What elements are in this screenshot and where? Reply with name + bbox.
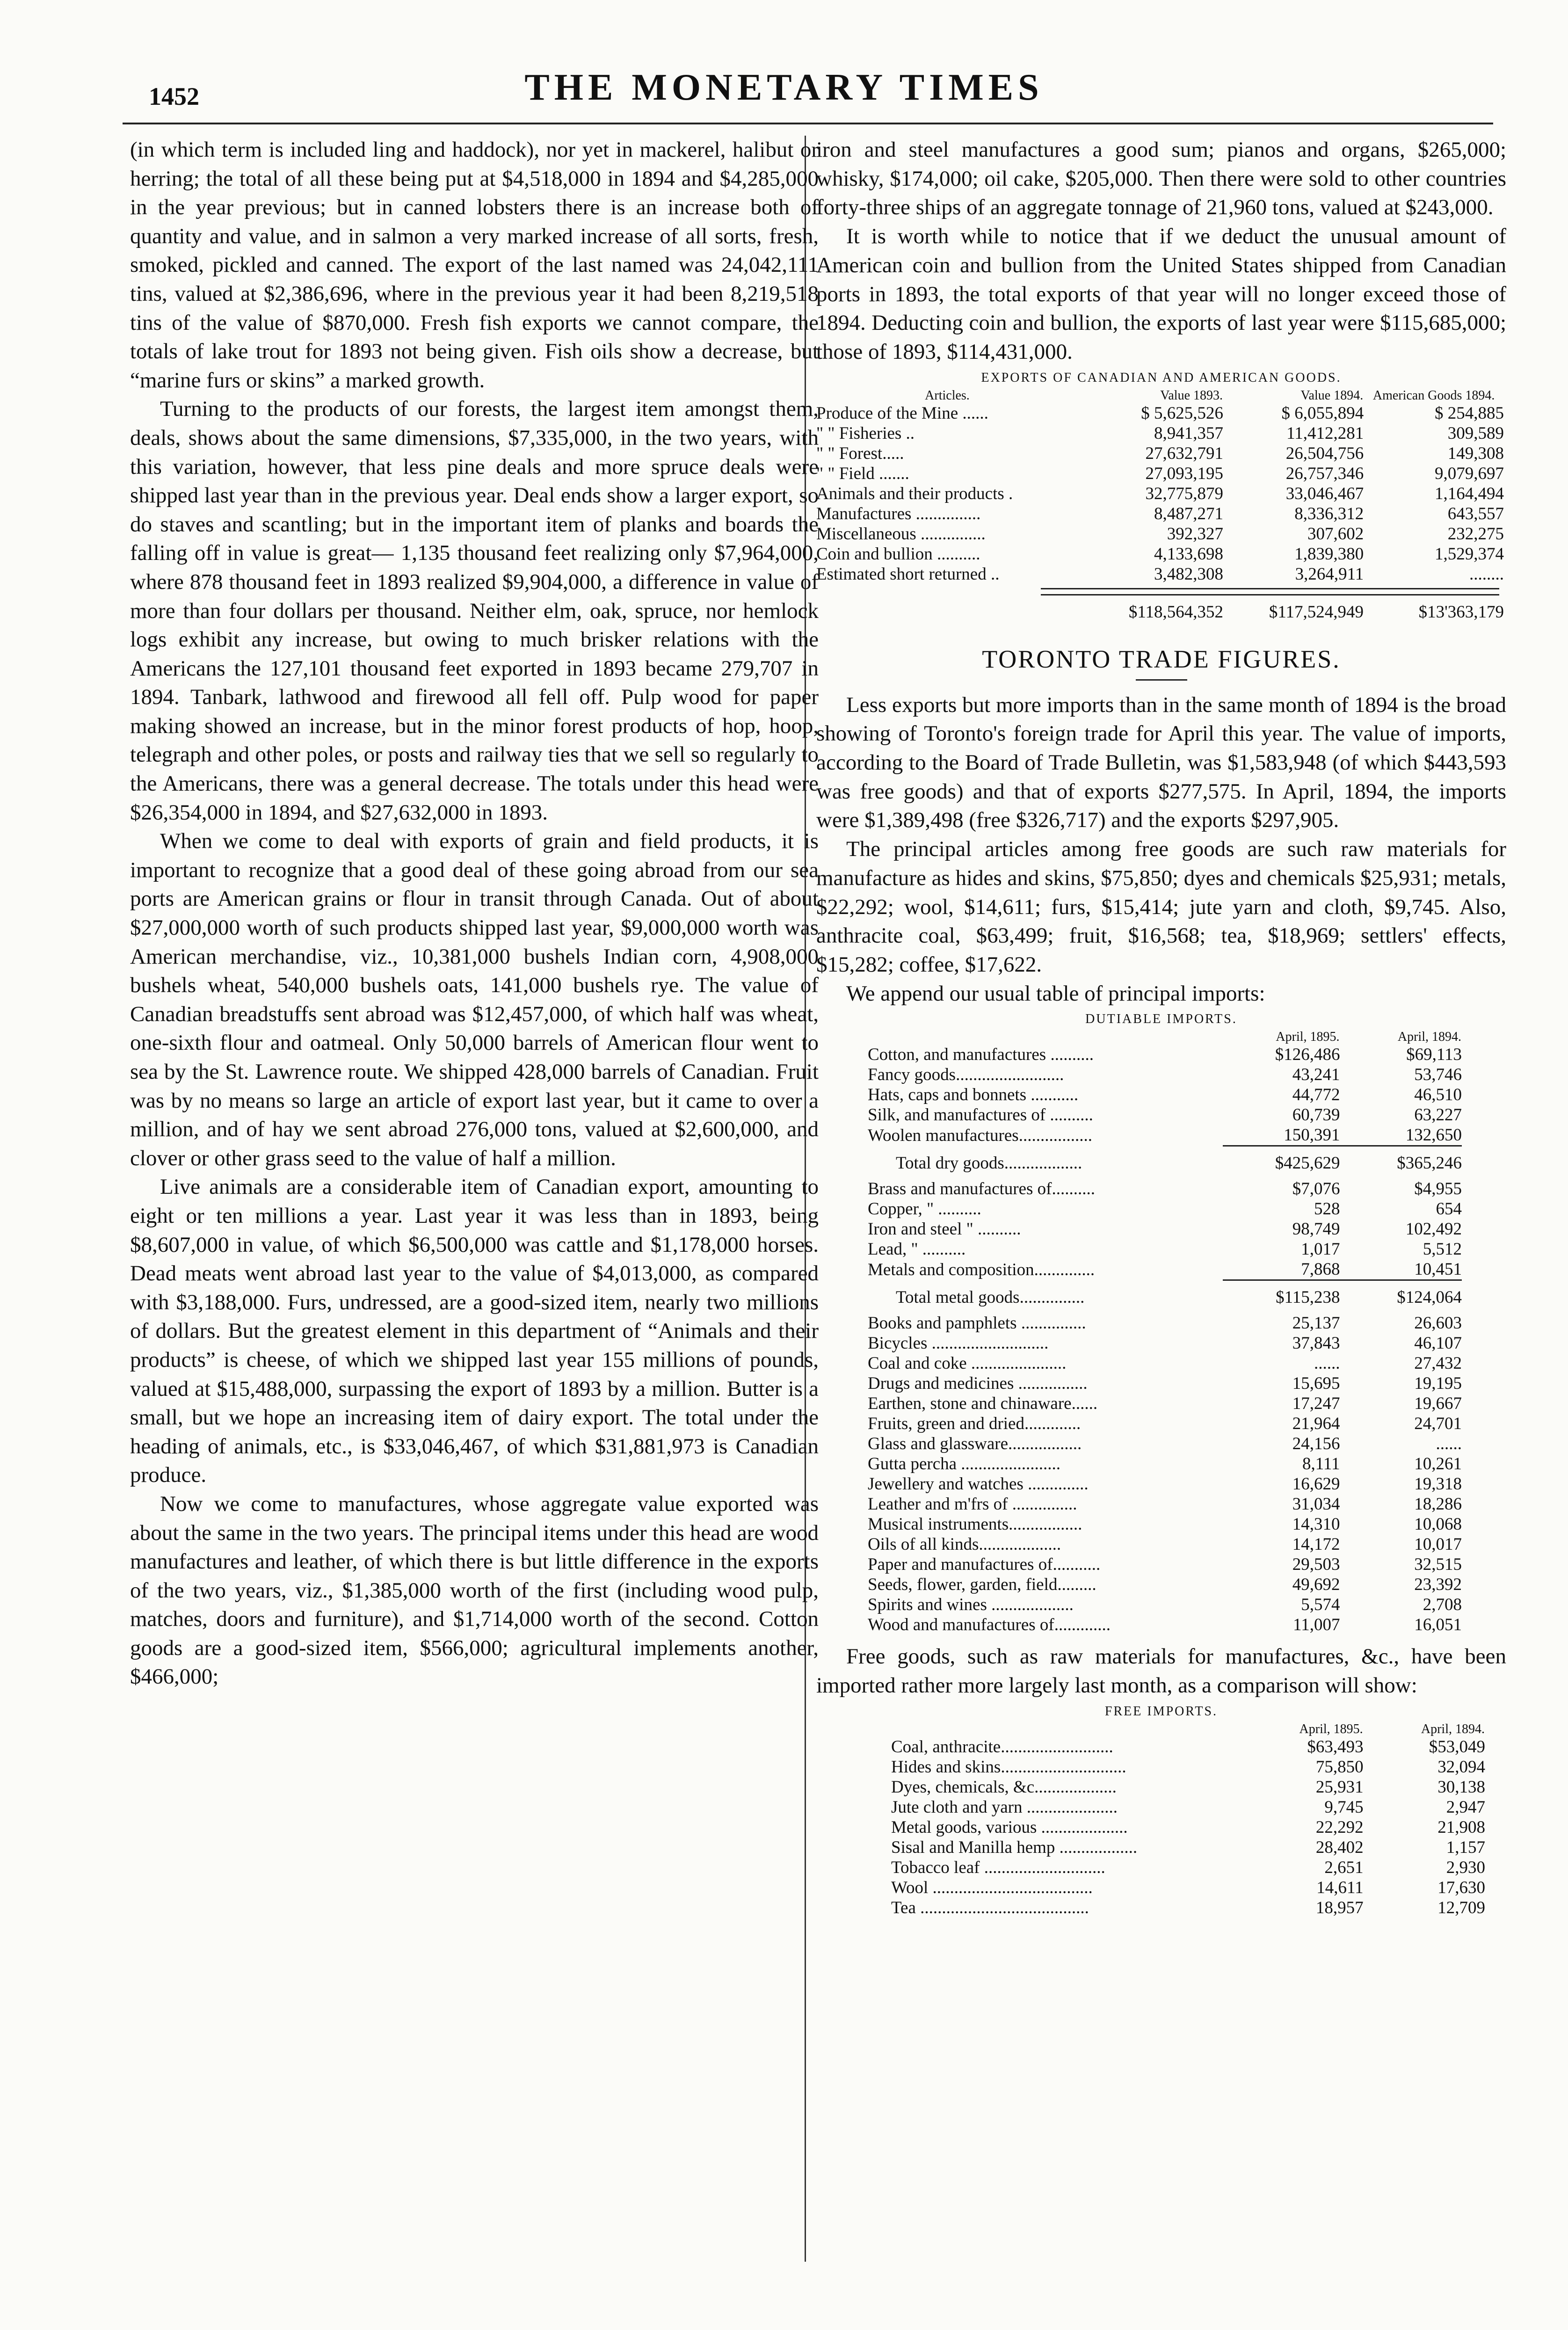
- section-title: TORONTO TRADE FIGURES.: [982, 645, 1341, 673]
- table-cell: Lead, " ..........: [868, 1240, 966, 1259]
- table-cell: 14,611: [1316, 1878, 1364, 1897]
- table-cell: 11,007: [1293, 1615, 1340, 1635]
- table-cell: Brass and manufactures of..........: [868, 1179, 1096, 1199]
- table-row: [868, 1199, 1462, 1219]
- table-cell: $53,049: [1429, 1737, 1485, 1757]
- table-row: [891, 1817, 1485, 1837]
- table-cell: Produce of the Mine ......: [816, 403, 988, 423]
- table-row: [816, 443, 1504, 464]
- table-cell: 21,908: [1437, 1817, 1485, 1837]
- table-cell: Leather and m'frs of ...............: [868, 1495, 1077, 1514]
- table-cell: Metals and composition..............: [868, 1260, 1095, 1280]
- table-header: [891, 1722, 1246, 1737]
- table-cell: 46,107: [1414, 1334, 1462, 1353]
- article-paragraph: The principal articles among free goods are such raw materials for manufacture as hides and skins, $75,850; dyes and chemicals $25,931; metals, $22,292; wool, $14,611; furs, $15,414; jute yarn and cloth, $9,745. Also, anthracite coal, $63,499; fruit, $16,568; tea, $18,969; settlers' effects, $15,282; coffee, $17,622.: [816, 837, 1506, 977]
- table-row: [891, 1757, 1485, 1777]
- table-cell: [816, 595, 1078, 628]
- table-row: [868, 1353, 1462, 1373]
- dutiable-table: [868, 1030, 1462, 1635]
- table-cell: 3,264,911: [1295, 564, 1364, 584]
- table-cell: 1,157: [1446, 1837, 1485, 1857]
- table-row: [816, 484, 1504, 504]
- table-cell: 63,227: [1414, 1105, 1462, 1125]
- table-cell: " " Fisheries ..: [816, 423, 915, 443]
- table-cell: 25,931: [1315, 1777, 1364, 1797]
- table-row: [816, 423, 1504, 443]
- free-imports-table: [891, 1722, 1485, 1918]
- table-cell: ......: [1314, 1354, 1340, 1373]
- table-row: [891, 1797, 1485, 1817]
- dutiable-table-caption: DUTIABLE IMPORTS.: [1085, 1012, 1237, 1027]
- table-cell: $13'363,179: [1418, 602, 1504, 622]
- table-cell: Seeds, flower, garden, field.........: [868, 1575, 1096, 1595]
- table-cell: 654: [1436, 1199, 1462, 1219]
- table-header: Value 1893.: [1160, 388, 1223, 403]
- table-cell: Gutta percha .......................: [868, 1454, 1061, 1474]
- table-row: [816, 544, 1504, 564]
- table-cell: 43,241: [1292, 1065, 1340, 1085]
- table-header: April, 1895.: [1276, 1030, 1340, 1045]
- table-row: [868, 1494, 1462, 1514]
- table-cell: 24,701: [1414, 1414, 1462, 1434]
- table-cell: Jute cloth and yarn .....................: [891, 1797, 1118, 1817]
- table-cell: Total dry goods..................: [896, 1153, 1082, 1173]
- table-cell: 29,503: [1292, 1555, 1340, 1575]
- table-cell: 24,156: [1292, 1434, 1340, 1454]
- table-cell: Copper, " ..........: [868, 1199, 981, 1219]
- exports-total-rule: [1041, 588, 1499, 595]
- table-cell: 3,482,308: [1154, 564, 1224, 584]
- table-cell: 28,402: [1315, 1837, 1364, 1857]
- table-cell: 5,512: [1423, 1240, 1462, 1259]
- page-number: 1452: [149, 82, 199, 110]
- article-paragraph: It is worth while to notice that if we deduct the unusual amount of American coin and bullion from the United States shipped from Canadian ports in 1893, the total exports of that year will no longer exceed those of 1894. Deducting coin and bullion, the exports of last year were $115,685,000; those of 1893, $114,431,000.: [816, 224, 1506, 364]
- table-cell: 9,079,697: [1435, 464, 1504, 483]
- table-cell: Drugs and medicines ................: [868, 1374, 1088, 1394]
- table-row: [868, 1434, 1462, 1454]
- table-cell: $425,629: [1223, 1146, 1340, 1179]
- table-row: [891, 1878, 1485, 1898]
- table-cell: $4,955: [1414, 1179, 1462, 1199]
- table-cell: Wool .....................................: [891, 1878, 1093, 1897]
- table-cell: 102,492: [1405, 1219, 1462, 1239]
- right-column: [816, 136, 1506, 1918]
- article-paragraph: (in which term is included ling and haddock), nor yet in mackerel, halibut or herring; the total of all these being put at $4,518,000 in 1894 and $4,285,000 in the year previous; but in canned lobsters there is an increase both of quantity and value, and in salmon a very marked increase of all sorts, fresh, smoked, pickled and canned. The export of the last named was 24,042,111 tins, valued at $2,386,696, where in the previous year it had been 8,219,518 tins of the value of $870,000. Fresh fish exports we cannot compare, the totals of lake trout for 1893 not being given. Fish oils show a decrease, but “marine furs or skins” a marked growth.: [130, 138, 819, 392]
- table-cell: 17,630: [1437, 1878, 1485, 1897]
- table-cell: 1,839,380: [1294, 544, 1364, 564]
- table-cell: 150,391: [1284, 1125, 1340, 1145]
- table-cell: $ 5,625,526: [1141, 403, 1224, 423]
- table-cell: $365,246: [1340, 1146, 1462, 1179]
- table-cell: 60,739: [1292, 1105, 1340, 1125]
- table-cell: 33,046,467: [1285, 484, 1364, 503]
- table-cell: Metal goods, various ....................: [891, 1817, 1128, 1837]
- table-row: [868, 1394, 1462, 1414]
- table-row: [868, 1575, 1462, 1595]
- table-cell: 2,947: [1446, 1797, 1485, 1817]
- table-cell: 1,017: [1301, 1240, 1340, 1259]
- table-cell: 49,692: [1292, 1575, 1340, 1595]
- table-cell: $118,564,352: [1128, 602, 1223, 622]
- table-cell: 2,930: [1446, 1858, 1485, 1877]
- table-cell: 1,164,494: [1435, 484, 1504, 503]
- table-cell: 18,286: [1414, 1495, 1462, 1514]
- table-row: [891, 1898, 1485, 1918]
- table-cell: 232,275: [1447, 524, 1504, 544]
- table-row: [868, 1179, 1462, 1199]
- table-row: [891, 1858, 1485, 1878]
- free-table-caption: FREE IMPORTS.: [1104, 1704, 1218, 1719]
- table-cell: Sisal and Manilla hemp ..................: [891, 1837, 1138, 1857]
- table-cell: 98,749: [1292, 1219, 1340, 1239]
- table-cell: 149,308: [1447, 443, 1504, 463]
- table-cell: 26,603: [1414, 1314, 1462, 1333]
- table-cell: Musical instruments.................: [868, 1515, 1082, 1534]
- table-cell: 12,709: [1437, 1898, 1485, 1917]
- table-cell: 32,775,879: [1145, 484, 1224, 503]
- table-row: [868, 1313, 1462, 1333]
- table-cell: 16,051: [1414, 1615, 1462, 1635]
- table-cell: $115,238: [1223, 1280, 1340, 1314]
- table-cell: 53,746: [1414, 1065, 1462, 1085]
- table-cell: Tea .......................................: [891, 1898, 1089, 1917]
- table-row: [868, 1474, 1462, 1494]
- table-cell: $117,524,949: [1269, 602, 1364, 622]
- article-paragraph: Free goods, such as raw materials for manufactures, &c., have been imported rather more largely last month, as a comparison will show:: [816, 1644, 1506, 1698]
- article-paragraph: Turning to the products of our forests, the largest item amongst them, deals, shows about the same dimensions, $7,335,000, in the two years, with this variation, however, that less pine deals and more spruce deals were shipped last year than in the previous year. Deal ends show a larger export, so do staves and scantling; but in the important item of planks and boards the falling off in value is great— 1,135 thousand feet realizing only $7,964,000, where 878 thousand feet in 1893 realized $9,904,000, a difference in value of more than four dollars per thousand. Neither elm, oak, spruce, nor hemlock logs exhibit any increase, but owing to much brisker relations with the Americans the 127,101 thousand feet exported in 1893 became 279,707 in 1894. Tanbark, lathwood and firewood all fell off. Pulp wood for paper making showed an increase, but in the minor forest products of hop, hoop, telegraph and other poles, or posts and railway ties that we sell so regularly to the Americans, there was a general decrease. The totals under this head were $26,354,000 in 1894, and $27,632,000 in 1893.: [130, 397, 819, 825]
- table-cell: " " Forest.....: [816, 443, 904, 463]
- table-row: [868, 1219, 1462, 1239]
- table-header: [868, 1030, 1223, 1045]
- table-cell: Coal, anthracite..........................: [891, 1737, 1113, 1757]
- table-row: [868, 1514, 1462, 1534]
- table-row: [868, 1280, 1462, 1314]
- table-cell: 27,093,195: [1145, 464, 1224, 483]
- table-cell: Books and pamphlets ...............: [868, 1314, 1086, 1333]
- table-cell: 75,850: [1315, 1757, 1364, 1777]
- table-cell: 18,957: [1315, 1898, 1364, 1917]
- table-cell: 8,941,357: [1154, 423, 1224, 443]
- table-cell: Paper and manufactures of...........: [868, 1555, 1101, 1575]
- table-cell: Fruits, green and dried.............: [868, 1414, 1081, 1434]
- table-cell: Estimated short returned ..: [816, 564, 1000, 584]
- table-cell: Cotton, and manufactures ..........: [868, 1045, 1094, 1065]
- table-cell: 5,574: [1301, 1595, 1340, 1615]
- table-cell: 32,515: [1414, 1555, 1462, 1575]
- masthead-title: THE MONETARY TIMES: [524, 67, 1044, 108]
- table-cell: 132,650: [1405, 1125, 1462, 1145]
- table-cell: 30,138: [1437, 1777, 1485, 1797]
- article-paragraph: iron and steel manufactures a good sum; pianos and organs, $265,000; whisky, $174,000; oil cake, $205,000. Then there were sold to other countries forty-three ships of an aggregate tonnage of 21,960 tons, valued at $243,000.: [816, 138, 1506, 220]
- table-cell: Glass and glassware.................: [868, 1434, 1082, 1454]
- table-cell: $7,076: [1292, 1179, 1340, 1199]
- table-cell: 7,868: [1301, 1260, 1340, 1279]
- table-cell: 46,510: [1414, 1085, 1462, 1105]
- table-cell: 8,487,271: [1154, 504, 1224, 523]
- table-cell: 2,651: [1324, 1858, 1364, 1877]
- table-cell: 15,695: [1292, 1374, 1340, 1394]
- table-row: [868, 1414, 1462, 1434]
- table-cell: Iron and steel " ..........: [868, 1219, 1021, 1239]
- table-row: [816, 595, 1504, 628]
- table-cell: Manufactures ...............: [816, 504, 981, 523]
- table-row: [816, 403, 1504, 423]
- table-cell: 44,772: [1292, 1085, 1340, 1105]
- table-cell: 14,310: [1292, 1515, 1340, 1534]
- table-cell: 8,336,312: [1294, 504, 1364, 523]
- exports-table-caption: EXPORTS OF CANADIAN AND AMERICAN GOODS.: [981, 370, 1342, 385]
- table-cell: 19,195: [1414, 1374, 1462, 1394]
- table-row: [868, 1045, 1462, 1065]
- table-row: [891, 1737, 1485, 1757]
- table-cell: 31,034: [1292, 1495, 1340, 1514]
- table-row: [816, 464, 1504, 484]
- table-cell: 19,318: [1414, 1474, 1462, 1494]
- table-cell: 25,137: [1292, 1314, 1340, 1333]
- table-row: [868, 1373, 1462, 1394]
- table-row: [868, 1534, 1462, 1554]
- table-cell: Miscellaneous ...............: [816, 524, 986, 544]
- table-cell: 26,504,756: [1285, 443, 1364, 463]
- table-cell: 643,557: [1447, 504, 1504, 523]
- table-cell: 309,589: [1447, 423, 1504, 443]
- article-paragraph: We append our usual table of principal imports:: [846, 981, 1265, 1006]
- table-cell: Spirits and wines ...................: [868, 1595, 1074, 1615]
- table-cell: 11,412,281: [1286, 423, 1364, 443]
- table-cell: 32,094: [1437, 1757, 1485, 1777]
- table-row: [868, 1085, 1462, 1105]
- table-row: [816, 504, 1504, 524]
- exports-totals: [816, 595, 1504, 628]
- table-row: [891, 1837, 1485, 1858]
- table-row: [816, 524, 1504, 544]
- masthead-rule: [123, 123, 1493, 124]
- table-cell: 9,745: [1324, 1797, 1364, 1817]
- table-cell: Wood and manufactures of.............: [868, 1615, 1111, 1635]
- exports-table: [816, 388, 1504, 584]
- table-cell: 27,632,791: [1145, 443, 1224, 463]
- table-cell: 23,392: [1414, 1575, 1462, 1595]
- table-cell: Total metal goods...............: [896, 1287, 1085, 1307]
- table-cell: Dyes, chemicals, &c...................: [891, 1777, 1117, 1797]
- table-cell: Silk, and manufactures of ..........: [868, 1105, 1093, 1125]
- table-cell: Hides and skins.............................: [891, 1757, 1126, 1777]
- table-cell: ........: [1469, 564, 1504, 584]
- table-cell: 17,247: [1292, 1394, 1340, 1414]
- table-row: [868, 1125, 1462, 1146]
- table-header: American Goods 1894.: [1372, 388, 1495, 403]
- table-cell: 10,068: [1414, 1515, 1462, 1534]
- article-paragraph: Live animals are a considerable item of Canadian export, amounting to eight or ten millions a year. Last year it was less than in 1893, being $8,607,000 in value, of which $6,500,000 was cattle and $1,178,000 horses. Dead meats went abroad last year to the value of $4,013,000, as compared with $3,188,000. Furs, undressed, are a good-sized item, nearly two millions of dollars. But the greatest element in this department of “Animals and their products” is cheese, of which we shipped last year 155 millions of pounds, valued at $15,488,000, surpassing the export of 1893 by a million. Butter is a small, but we hope an increasing item of dairy export. The total under the heading of animals, etc., is $33,046,467, of which $31,881,973 is Canadian produce.: [130, 1175, 819, 1488]
- table-row: [868, 1454, 1462, 1474]
- table-cell: $ 254,885: [1435, 403, 1504, 423]
- table-cell: Coal and coke ......................: [868, 1354, 1067, 1373]
- table-row: [868, 1333, 1462, 1353]
- table-cell: 392,327: [1167, 524, 1224, 544]
- table-cell: 37,843: [1292, 1334, 1340, 1353]
- table-cell: 1,529,374: [1435, 544, 1504, 564]
- table-cell: Tobacco leaf ............................: [891, 1858, 1105, 1877]
- table-cell: 19,667: [1414, 1394, 1462, 1414]
- table-cell: 2,708: [1423, 1595, 1462, 1615]
- table-cell: Fancy goods.........................: [868, 1065, 1064, 1085]
- table-cell: 26,757,346: [1285, 464, 1364, 483]
- table-cell: Hats, caps and bonnets ...........: [868, 1085, 1079, 1105]
- article-paragraph: When we come to deal with exports of grain and field products, it is important to recognize that a good deal of these going abroad from our sea ports are American grains or flour in transit through Canada. Out of about $27,000,000 worth of such products shipped last year, $9,000,000 worth was American merchandise, viz., 10,381,000 bushels Indian corn, 4,908,000 bushels wheat, 540,000 bushels oats, 141,000 bushels rye. The value of Canadian breadstuffs sent abroad was $12,457,000, of which half was wheat, one-sixth flour and oatmeal. Only 50,000 barrels of American flour went to sea by the St. Lawrence route. We shipped 428,000 barrels of Canadian. Fruit was by no means so large an article of export last year, but it came to over a million, and of hay we sent abroad 276,000 tons, valued at $2,600,000, and clover or other grass seed to the value of half a million.: [130, 829, 819, 1170]
- table-cell: $126,486: [1275, 1045, 1340, 1065]
- table-cell: 16,629: [1292, 1474, 1340, 1494]
- table-cell: Woolen manufactures.................: [868, 1126, 1092, 1146]
- table-row: [868, 1259, 1462, 1280]
- table-row: [868, 1146, 1462, 1179]
- table-cell: Oils of all kinds...................: [868, 1535, 1061, 1554]
- table-header: April, 1894.: [1421, 1721, 1485, 1736]
- table-header: April, 1895.: [1299, 1721, 1363, 1736]
- table-cell: Jewellery and watches ..............: [868, 1474, 1089, 1494]
- table-row: [891, 1777, 1485, 1797]
- table-cell: 528: [1314, 1199, 1340, 1219]
- table-cell: Bicycles ...........................: [868, 1334, 1049, 1353]
- table-cell: ......: [1436, 1434, 1462, 1454]
- table-cell: 4,133,698: [1154, 544, 1224, 564]
- table-cell: Earthen, stone and chinaware......: [868, 1394, 1098, 1414]
- title-rule: [1136, 679, 1187, 681]
- table-row: [868, 1615, 1462, 1635]
- table-row: [868, 1065, 1462, 1085]
- table-row: [816, 564, 1504, 584]
- table-cell: 21,964: [1292, 1414, 1340, 1434]
- table-cell: $124,064: [1340, 1280, 1462, 1314]
- table-cell: 22,292: [1315, 1817, 1364, 1837]
- table-cell: 10,017: [1414, 1535, 1462, 1554]
- table-cell: " " Field .......: [816, 464, 909, 483]
- article-paragraph: Less exports but more imports than in the same month of 1894 is the broad showing of Toronto's foreign trade for April this year. The value of imports, according to the Board of Trade Bulletin, was $1,583,948 (of which $443,593 was free goods) and that of exports $277,575. In April, 1894, the imports were $1,389,498 (free $326,717) and the exports $297,905.: [816, 692, 1506, 833]
- table-cell: Animals and their products .: [816, 484, 1013, 503]
- table-cell: 10,451: [1414, 1260, 1462, 1279]
- table-cell: $63,493: [1307, 1737, 1364, 1757]
- table-cell: 307,602: [1307, 524, 1364, 544]
- table-header: Value 1894.: [1300, 388, 1364, 403]
- table-cell: Coin and bullion ..........: [816, 544, 980, 564]
- table-row: [868, 1239, 1462, 1259]
- table-row: [868, 1595, 1462, 1615]
- table-cell: 8,111: [1302, 1454, 1340, 1474]
- table-header: April, 1894.: [1397, 1030, 1461, 1045]
- table-row: [868, 1105, 1462, 1125]
- table-cell: $ 6,055,894: [1281, 403, 1364, 423]
- table-cell: 10,261: [1414, 1454, 1462, 1474]
- table-cell: $69,113: [1406, 1045, 1462, 1065]
- article-paragraph: Now we come to manufactures, whose aggregate value exported was about the same in the two years. The principal items under this head are wood manufactures and leather, of which there is but little difference in the exports of the two years, viz., $1,385,000 worth of the first (including wood pulp, matches, doors and furniture), and $1,714,000 worth of the second. Cotton goods are a good-sized item, $566,000; agricultural implements another, $466,000;: [130, 1491, 819, 1689]
- table-cell: 27,432: [1414, 1354, 1462, 1373]
- table-row: [868, 1554, 1462, 1575]
- left-column: [130, 136, 819, 1691]
- table-cell: 14,172: [1292, 1535, 1340, 1554]
- table-header: Articles.: [925, 388, 970, 403]
